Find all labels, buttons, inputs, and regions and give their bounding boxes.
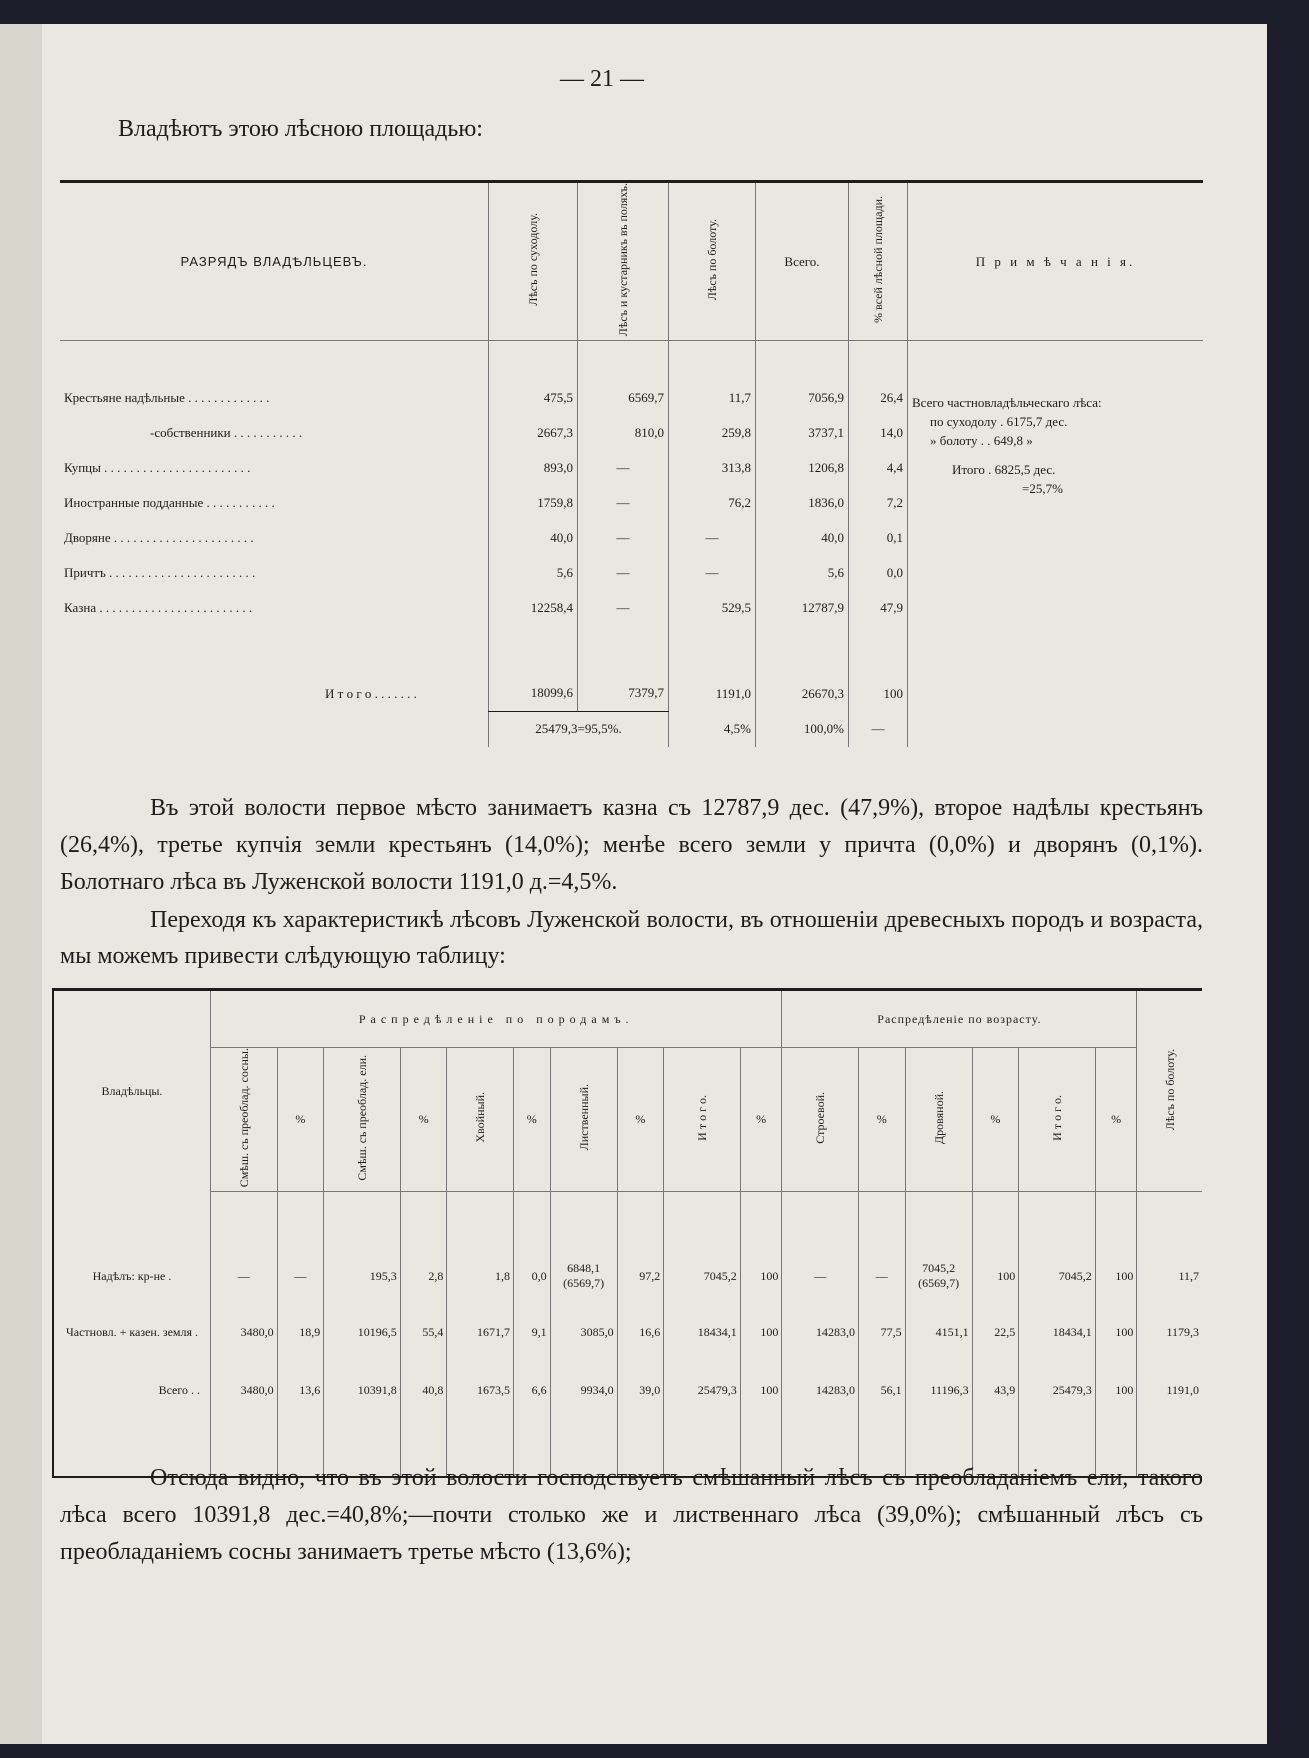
header-owner-category: РАЗРЯДЪ ВЛАДѢЛЬЦЕВЪ. — [60, 182, 489, 341]
note-line: Итого . 6825,5 дес. — [952, 461, 1056, 477]
subheader: % — [400, 1048, 447, 1192]
table-total-row-2: 25479,3=95,5%. 4,5% 100,0% — — [60, 711, 1203, 747]
subheader: % — [617, 1048, 664, 1192]
subheader: Строевой. — [782, 1048, 859, 1192]
note-line: » болоту . . 649,8 » — [930, 432, 1033, 448]
header-fields: Лѣсъ и кустарникъ въ поляхъ. — [578, 182, 669, 341]
subheader: % — [1095, 1048, 1137, 1192]
subheader: % — [858, 1048, 905, 1192]
table-row: Причтъ . . . . . . . . . . . . . . . . . . . . . . . 5,6 — — 5,6 0,0 — [60, 556, 1203, 591]
table-row: Иностранные подданные . . . . . . . . . . . 1759,8 — 76,2 1836,0 7,2 — [60, 486, 1203, 521]
header-owners: Владѣльцы. — [101, 1083, 163, 1098]
subheader: Смѣш. съ преоблад. сосны. — [211, 1048, 278, 1192]
notes-cell — [908, 381, 1204, 626]
note-line: по суходолу . 6175,7 дес. — [930, 413, 1068, 429]
header-percent: % всей лѣсной площади. — [849, 182, 908, 341]
table-row: -собственники . . . . . . . . . . . 2667,3 810,0 259,8 3737,1 14,0 — [60, 416, 1203, 451]
note-line: =25,7% — [1022, 480, 1063, 496]
paragraph-1: Въ этой волости первое мѣсто занимаетъ казна съ 12787,9 дес. (47,9%), второе надѣлы крестьянъ (26,4%), третье купчія земли крестьянъ (14,0%); менѣе всего земли у причта (0,0%) и дворянъ (0,1%). Болотнаго лѣса въ Луженской волости 1191,0 д.=4,5%. — [60, 795, 1203, 895]
table-row: Казна . . . . . . . . . . . . . . . . . . . . . . . . 12258,4 — 529,5 12787,9 47,9 — [60, 591, 1203, 626]
paragraph-2: Переходя къ характеристикѣ лѣсовъ Луженской волости, въ отношеніи древесныхъ породъ и возраста, мы можемъ привести слѣдующую таблицу: — [60, 907, 1203, 969]
subheader: И т о г о. — [664, 1048, 741, 1192]
paragraph-3: Отсюда видно, что въ этой волости господствуетъ смѣшанный лѣсъ съ преобладаніемъ ели, такого лѣса всего 10391,8 дес.=40,8%;—почти столько же и лиственнаго лѣса (39,0%); смѣшанный лѣсъ съ преобладаніемъ сосны занимаетъ третье мѣсто (13,6%); — [60, 1465, 1203, 1565]
table-row: Купцы . . . . . . . . . . . . . . . . . . . . . . . 893,0 — 313,8 1206,8 4,4 — [60, 451, 1203, 486]
owners-table — [60, 180, 1203, 747]
table-total-row: И т о г о . . . . . . . 18099,6 7379,7 1191,0 26670,3 100 — [60, 676, 1203, 712]
intro-heading: Владѣютъ этою лѣсною площадью: — [118, 116, 483, 142]
note-line: Всего частновладѣльческаго лѣса: — [912, 394, 1102, 410]
page-edge — [0, 24, 42, 1744]
subheader: % — [972, 1048, 1019, 1192]
species-age-table — [52, 988, 1202, 1478]
species-age-subheader — [53, 1048, 1202, 1192]
page-number: — 21 — — [560, 66, 644, 92]
table-row: Частновл. + казен. земля . 3480,0 18,9 10196,5 55,4 1671,7 9,1 3085,0 16,6 18434,1 100 14283,0 77,5 4151,1 22,5 18434,1 100 1179,3 — [53, 1304, 1202, 1360]
table-row: Дворяне . . . . . . . . . . . . . . . . . . . . . . 40,0 — — 40,0 0,1 — [60, 521, 1203, 556]
table-row: Надѣлъ: кр-не . — — 195,3 2,8 1,8 0,0 6848,1 (6569,7) 97,2 7045,2 100 — — 7045,2 (6569,7) 100 7045,2 100 11,7 — [53, 1248, 1202, 1304]
header-group-age: Распредѣленіе по возрасту. — [782, 990, 1137, 1048]
subheader: % — [277, 1048, 324, 1192]
header-dry-land: Лѣсъ по суходолу. — [489, 182, 578, 341]
subheader: Лиственный. — [550, 1048, 617, 1192]
subheader: % — [513, 1048, 550, 1192]
header-notes: П р и м ѣ ч а н і я. — [908, 182, 1204, 341]
subheader: Дровяной. — [905, 1048, 972, 1192]
header-total: Всего. — [756, 182, 849, 341]
header-group-species: Распредѣленіе по породамъ. — [211, 990, 782, 1048]
subheader: % — [740, 1048, 782, 1192]
header-swamp: Лѣсъ по болоту. — [669, 182, 756, 341]
subheader: Хвойный. — [447, 1048, 514, 1192]
header-swamp-forest: Лѣсъ по болоту. — [1137, 990, 1202, 1192]
table-row: Крестьяне надѣльные . . . . . . . . . . . . . 475,5 6569,7 11,7 7056,9 26,4 Всего частновладѣльческаго лѣса: по суходолу . 6175,7 дес. » болоту . . 649,8 » Итого . 6825,5 дес. =25,7% — [60, 381, 1203, 416]
subheader: Смѣш. съ преоблад. ели. — [324, 1048, 401, 1192]
species-age-header — [53, 990, 1202, 1048]
table-total-row: Всего . . 3480,0 13,6 10391,8 40,8 1673,5 6,6 9934,0 39,0 25479,3 100 14283,0 56,1 11196,3 43,9 25479,3 100 1191,0 — [53, 1360, 1202, 1420]
subheader: И т о г о. — [1019, 1048, 1096, 1192]
owners-table-header — [60, 182, 1203, 341]
